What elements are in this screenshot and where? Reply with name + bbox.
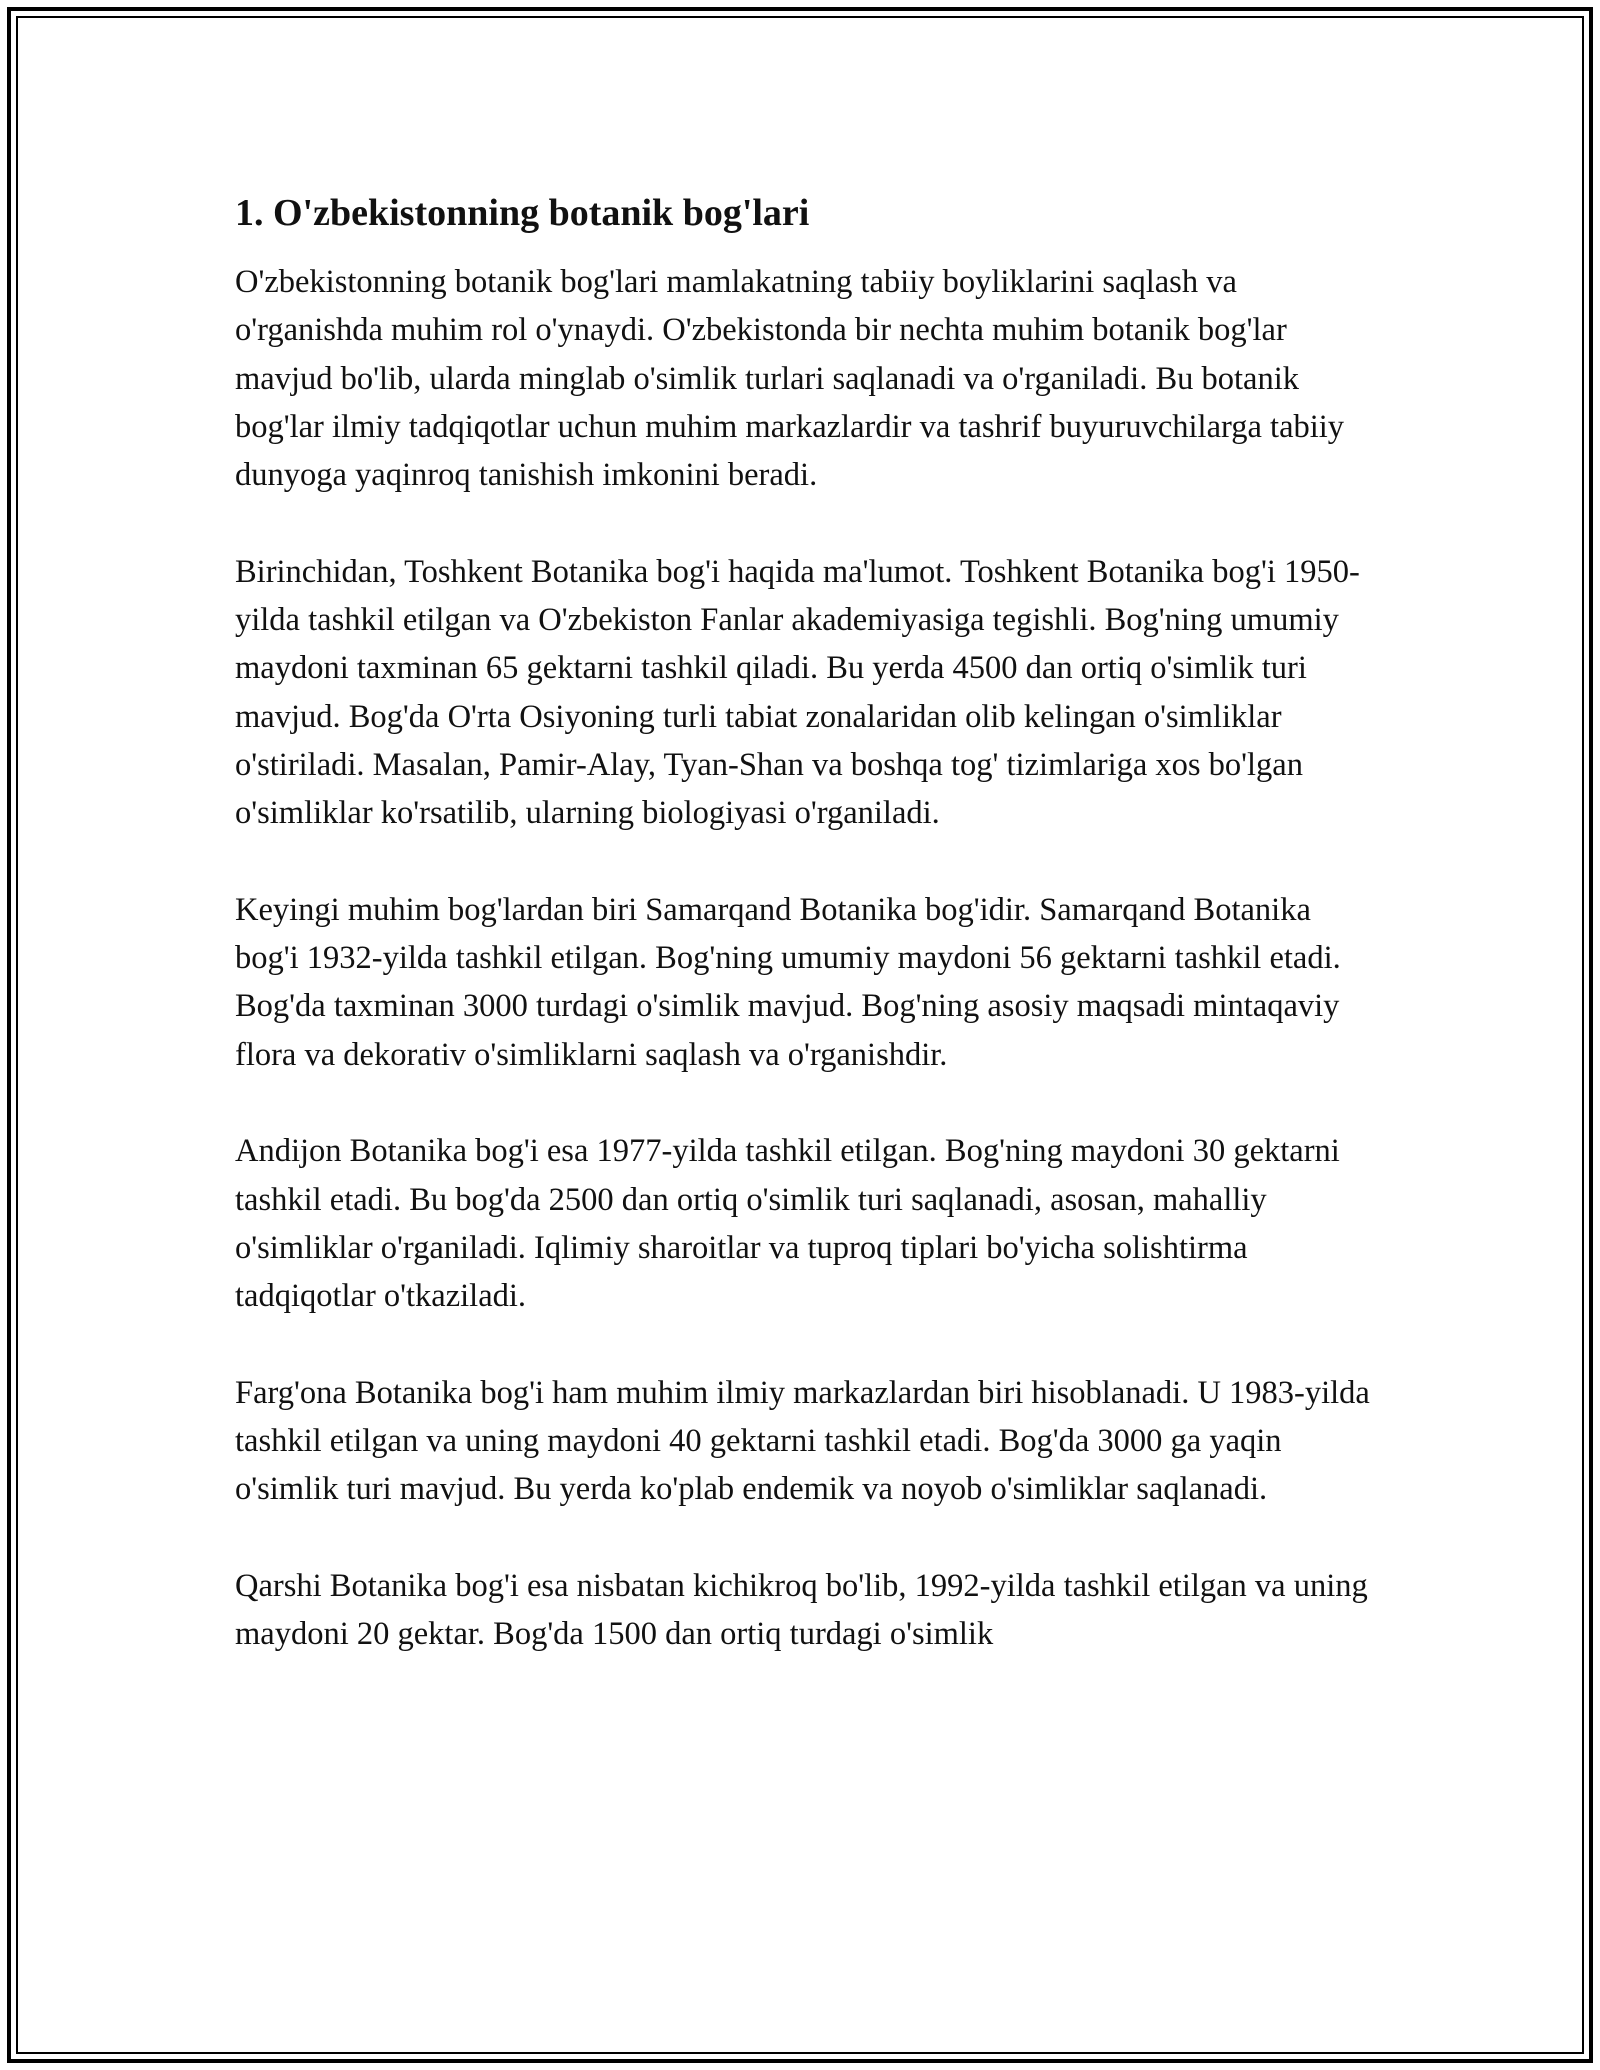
section-heading: 1. O'zbekistonning botanik bog'lari	[235, 192, 810, 234]
paragraph-tashkent: Birinchidan, Toshkent Botanika bog'i haqida ma'lumot. Toshkent Botanika bog'i 1950-yilda tashkil etilgan va O'zbekiston Fanlar akademiyasiga tegishli. Bog'ning umumiy maydoni taxminan 65 gektarni tashkil qiladi. Bu yerda 4500 dan ortiq o'simlik turi mavjud. Bog'da O'rta Osiyoning turli tabiat zonalaridan olib kelingan o'simliklar o'stiriladi. Masalan, Pamir-Alay, Tyan-Shan va boshqa tog' tizimlariga xos bo'lgan o'simliklar ko'rsatilib, ularning biologiyasi o'rganiladi.	[235, 553, 1360, 832]
paragraph-fergana: Farg'ona Botanika bog'i ham muhim ilmiy markazlardan biri hisoblanadi. U 1983-yilda tashkil etilgan va uning maydoni 40 gektarni tashkil etadi. Bog'da 3000 ga yaqin o'simlik turi mavjud. Bu yerda ko'plab endemik va noyob o'simliklar saqlanadi.	[235, 1374, 1370, 1508]
document-body	[235, 188, 1375, 1707]
paragraph-samarkand: Keyingi muhim bog'lardan biri Samarqand Botanika bog'idir. Samarqand Botanika bog'i 1932-yilda tashkil etilgan. Bog'ning umumiy maydoni 56 gektarni tashkil etadi. Bog'da taxminan 3000 turdagi o'simlik mavjud. Bog'ning asosiy maqsadi mintaqaviy flora va dekorativ o'simliklarni saqlash va o'rganishdir.	[235, 891, 1341, 1073]
paragraph-karshi: Qarshi Botanika bog'i esa nisbatan kichikroq bo'lib, 1992-yilda tashkil etilgan va uning maydoni 20 gektar. Bog'da 1500 dan ortiq turdagi o'simlik	[235, 1568, 1368, 1653]
paragraph-intro: O'zbekistonning botanik bog'lari mamlakatning tabiiy boyliklarini saqlash va o'rganishda muhim rol o'ynaydi. O'zbekistonda bir nechta muhim botanik bog'lar mavjud bo'lib, ularda minglab o'simlik turlari saqlanadi va o'rganiladi. Bu botanik bog'lar ilmiy tadqiqotlar uchun muhim markazlardir va tashrif buyuruvchilarga tabiiy dunyoga yaqinroq tanishish imkonini beradi.	[235, 264, 1345, 494]
paragraph-andijan: Andijon Botanika bog'i esa 1977-yilda tashkil etilgan. Bog'ning maydoni 30 gektarni tashkil etadi. Bu bog'da 2500 dan ortiq o'simlik turi saqlanadi, asosan, mahalliy o'simliklar o'rganiladi. Iqlimiy sharoitlar va tuproq tiplari bo'yicha solishtirma tadqiqotlar o'tkaziladi.	[235, 1133, 1340, 1315]
